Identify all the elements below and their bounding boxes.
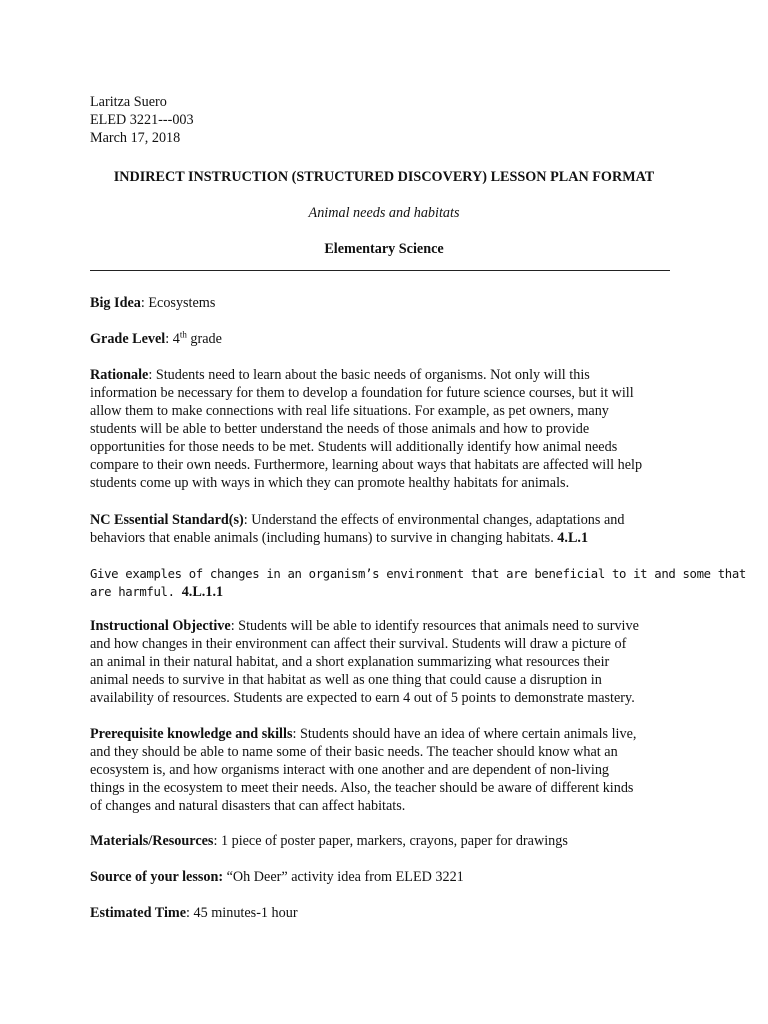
- rationale-line: students will be able to better understand the needs of those animals and how to provide: [90, 421, 590, 437]
- rationale-line: opportunities for those needs to be met. Students will additionally identify how animal needs: [90, 439, 618, 455]
- time-section: [90, 904, 690, 922]
- grade-level-rest: grade: [186, 331, 222, 347]
- big-idea-label: Big Idea: [90, 295, 141, 311]
- source-section: [90, 868, 690, 886]
- subject-heading: Elementary Science: [324, 241, 444, 257]
- standards-label: NC Essential Standard(s): [90, 512, 244, 528]
- objective-line: availability of resources. Students are expected to earn 4 out of 5 points to demonstrate mastery.: [90, 690, 635, 706]
- grade-level-separator: :: [165, 331, 173, 347]
- grade-level-suffix: th: [179, 329, 187, 340]
- standards-line: : Understand the effects of environmental changes, adaptations and: [243, 512, 625, 528]
- divider-line: [90, 270, 670, 271]
- big-idea-section: [90, 294, 690, 312]
- date: March 17, 2018: [90, 130, 181, 146]
- standards-section: [90, 511, 690, 547]
- standards-subsection: [90, 565, 746, 601]
- prerequisite-label: Prerequisite knowledge and skills: [90, 726, 293, 742]
- author-name: Laritza Suero: [90, 94, 167, 110]
- objective-section: [90, 617, 690, 707]
- rationale-label: Rationale: [90, 367, 149, 383]
- rationale-line: students come up with ways in which they can promote healthy habitats for animals.: [90, 475, 570, 491]
- rationale-line: compare to their own needs. Furthermore, learning about ways that habitats are affected will help: [90, 457, 643, 473]
- objective-line: : Students will be able to identify resources that animals need to survive: [230, 618, 639, 634]
- time-label: Estimated Time: [90, 905, 187, 921]
- materials-separator: :: [213, 833, 221, 849]
- big-idea-value: Ecosystems: [148, 295, 216, 311]
- prerequisite-section: [90, 725, 690, 815]
- objective-label: Instructional Objective: [90, 618, 231, 634]
- rationale-section: [90, 366, 690, 492]
- standards-line: behaviors that enable animals (including humans) to survive in changing habitats.: [90, 530, 558, 546]
- time-separator: :: [186, 905, 194, 921]
- lesson-subtitle: Animal needs and habitats: [308, 205, 460, 221]
- prerequisite-line: things in the ecosystem to meet their needs. Also, the teacher should be aware of different kinds: [90, 780, 634, 796]
- prerequisite-line: and they should be able to name some of their basic needs. The teacher should know what an: [90, 744, 618, 760]
- rationale-line: allow them to make connections with real life situations. For example, as pet owners, many: [90, 403, 609, 419]
- time-value: 45 minutes-1 hour: [193, 905, 298, 921]
- objective-line: an animal in their natural habitat, and a short explanation summarizing what resources their: [90, 654, 610, 670]
- standard-code: 4.L.1: [557, 530, 589, 546]
- standards-line: are harmful.: [90, 585, 182, 599]
- materials-section: [90, 832, 690, 850]
- grade-level-section: [90, 330, 690, 348]
- big-idea-separator: :: [140, 295, 149, 311]
- objective-line: and how changes in their environment can affect their survival. Students will draw a picture of: [90, 636, 627, 652]
- materials-label: Materials/Resources: [90, 833, 214, 849]
- course-code: ELED 3221---003: [90, 112, 194, 128]
- source-label: Source of your lesson:: [90, 869, 224, 885]
- materials-value: 1 piece of poster paper, markers, crayons, paper for drawings: [220, 833, 568, 849]
- grade-level-label: Grade Level: [90, 331, 166, 347]
- header-block: [90, 93, 680, 147]
- prerequisite-line: ecosystem is, and how organisms interact with one another and are dependent of non-living: [90, 762, 610, 778]
- prerequisite-line: : Students should have an idea of where certain animals live,: [292, 726, 637, 742]
- rationale-line: information be necessary for them to develop a foundation for future science courses, but it will: [90, 385, 634, 401]
- grade-level-number: 4: [172, 331, 180, 347]
- rationale-line: : Students need to learn about the basic needs of organisms. Not only will this: [148, 367, 590, 383]
- standards-line: Give examples of changes in an organism’s environment that are beneficial to it and some that: [90, 567, 746, 581]
- source-value: “Oh Deer” activity idea from ELED 3221: [223, 869, 464, 885]
- prerequisite-line: of changes and natural disasters that can affect habitats.: [90, 798, 406, 814]
- document-title: INDIRECT INSTRUCTION (STRUCTURED DISCOVERY) LESSON PLAN FORMAT: [113, 169, 655, 185]
- objective-line: animal needs to survive in that habitat as well as one thing that could cause a disruption in: [90, 672, 602, 688]
- standard-subcode: 4.L.1.1: [181, 584, 224, 600]
